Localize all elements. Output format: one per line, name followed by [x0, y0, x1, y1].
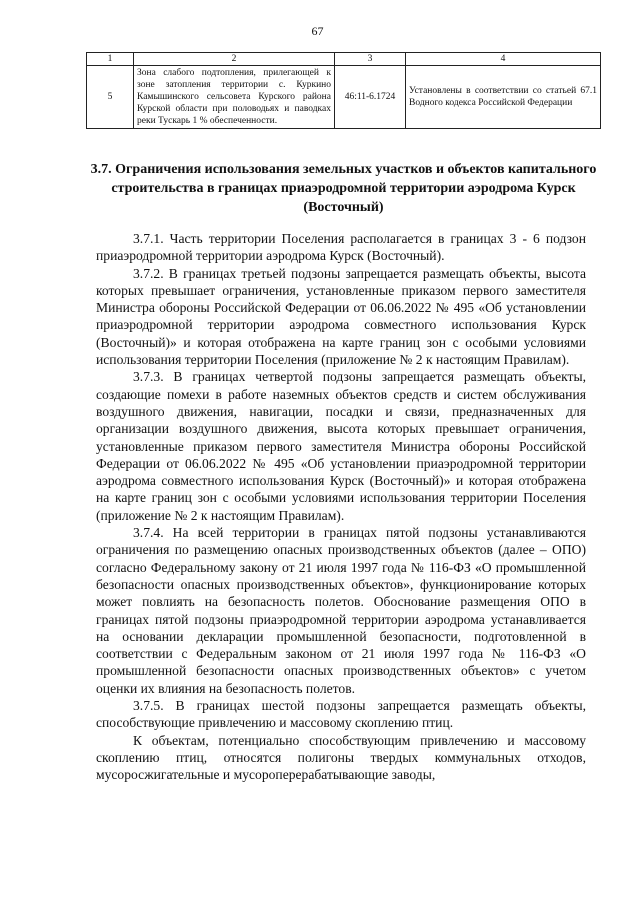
table-header-row: [87, 53, 601, 66]
paragraph: 3.7.5. В границах шестой подзоны запрещается размещать объекты, способствующие привлечению и массовому скоплению птиц.: [96, 698, 586, 731]
paragraph: 3.7.1. Часть территории Поселения располагается в границах 3 - 6 подзон приаэродромной территории аэродрома Курск (Восточный).: [96, 231, 586, 264]
table-header-cell: 1: [87, 53, 134, 66]
paragraph: 3.7.3. В границах четвертой подзоны запрещается размещать объекты, создающие помехи в работе наземных объектов средств и систем обслуживания воздушного движения, навигации, посадки и связи, предназначенных для организации воздушного движения, высота которых превышает ограничения, установленные приказом первого заместителя Министра обороны Российской Федерации от 06.06.2022 № 495 «Об установлении приаэродромной территории аэродрома совместного использования Курск (Восточный)» и которая отображена на карте границ зон с особыми условиями использования территории Поселения (приложение № 2 к настоящим Правилам).: [96, 369, 586, 523]
registry-code-cell: 46:11-6.1724: [335, 66, 406, 129]
section-heading: 3.7. Ограничения использования земельных участков и объектов капитального строительства в границах приаэродромной территории аэродрома Курск (Восточный): [90, 162, 597, 215]
legal-basis-cell: Установлены в соответствии со статьей 67.1 Водного кодекса Российской Федерации: [406, 66, 601, 129]
paragraph: 3.7.4. На всей территории в границах пятой подзоны устанавливаются ограничения по размещению опасных производственных объектов (далее – ОПО) согласно Федеральному закону от 21 июля 1997 года № 116-ФЗ «О промышленной безопасности опасных производственных объектов», функционирование которых может повлиять на безопасность полетов. Обоснование размещения ОПО в границах пятой подзоны приаэродромной территории аэродрома устанавливается на основании декларации промышленной безопасности, подготовленной в соответствии с Федеральным законом от 21 июля 1997 года № 116-ФЗ «О промышленной безопасности опасных производственных объектов» с учетом оценки их влияния на безопасность полетов.: [96, 525, 586, 696]
table-header-cell: 3: [335, 53, 406, 66]
section-body: [96, 230, 586, 784]
zones-table: [86, 52, 601, 129]
row-number-cell: 5: [87, 66, 134, 129]
zone-description-cell: Зона слабого подтопления, прилегающей к зоне затопления территории с. Куркино Камышинского сельсовета Курского района Курской области при половодьях и паводках реки Тускарь 1 % обеспеченности.: [134, 66, 335, 129]
paragraph: 3.7.2. В границах третьей подзоны запрещается размещать объекты, высота которых превышает ограничения, установленные приказом первого заместителя Министра обороны Российской Федерации от 06.06.2022 № 495 «Об установлении приаэродромной территории аэродрома совместного использования Курск (Восточный)» и которая отображена на карте границ зон с особыми условиями использования территории Поселения (приложение № 2 к настоящим Правилам).: [96, 265, 586, 368]
paragraph: К объектам, потенциально способствующим привлечению и массовому скоплению птиц, относятся полигоны твердых коммунальных отходов, мусоросжигательные и мусороперерабатывающие заводы,: [96, 732, 586, 783]
table-header-cell: 4: [406, 53, 601, 66]
page-number: 67: [311, 24, 324, 38]
table-row: [87, 66, 601, 129]
table-header-cell: 2: [134, 53, 335, 66]
